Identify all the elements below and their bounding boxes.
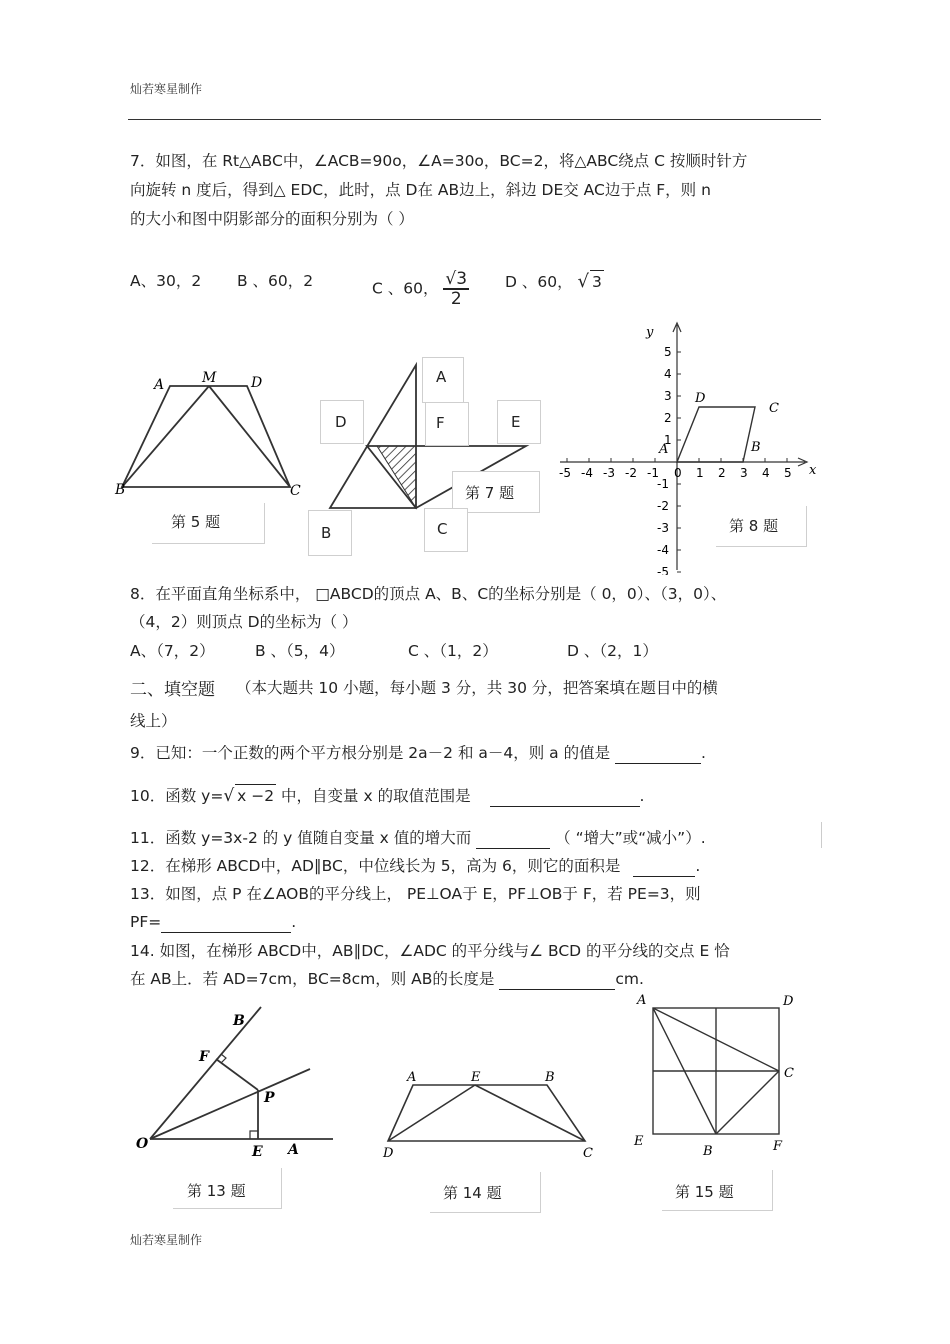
fig15-label-b: B (703, 1144, 713, 1159)
q14-line2 (130, 968, 644, 990)
q8-line2: （4，2）则顶点 D的坐标为（ ） (130, 613, 358, 631)
fig5-label-m: M (202, 370, 217, 386)
fig13-label-e: E (252, 1144, 263, 1160)
q7-option-d-label: D 、60， (505, 273, 573, 291)
q14-line1: 14. 如图，在梯形 ABCD中，AB∥DC，∠ADC 的平分线与∠ BCD 的平分线的交点 E 恰 (130, 942, 730, 960)
q13-end: . (291, 913, 297, 931)
fig8-x-tick-label: -2 (625, 466, 637, 480)
q9-text: 9．已知：一个正数的两个平方根分别是 2a－2 和 a－4，则 a 的值是 (130, 744, 611, 762)
fig14-caption: 第 14 题 (443, 1184, 502, 1202)
q10-answer-blank[interactable] (490, 806, 640, 807)
fig8-x-tick-label: 1 (696, 466, 704, 480)
fig14-label-d: D (383, 1146, 394, 1161)
fig7-label-e: E (511, 413, 521, 431)
fig15-label-e: E (634, 1134, 644, 1149)
fig15-caption: 第 15 题 (675, 1183, 734, 1201)
fig8-y-tick-label: 5 (664, 345, 672, 359)
q10-end: . (639, 787, 645, 805)
fig8-y-tick-label: 1 (664, 433, 672, 447)
q13-line1: 13．如图，点 P 在∠AOB的平分线上， PE⊥OA于 E，PF⊥OB于 F，若 PE=3，则 (130, 885, 701, 903)
q9-end: . (701, 744, 706, 762)
fig7-label-d: D (335, 413, 347, 431)
q14-text: 在 AB上．若 AD=7cm，BC=8cm，则 AB的长度是 (130, 970, 495, 988)
fig8-x-label: x (809, 463, 817, 478)
fig13-label-b: B (233, 1013, 245, 1029)
q11-answer-blank[interactable] (476, 848, 550, 849)
fig8-x-tick-label: -3 (603, 466, 615, 480)
page-footer: 灿若寒星制作 (130, 1233, 203, 1247)
figure-13-angle-bisector (128, 1002, 343, 1167)
q7-option-c-label: C 、60， (372, 279, 439, 298)
section-2-desc-line2: 线上） (130, 712, 177, 730)
fig8-x-tick-label: 2 (718, 466, 726, 480)
q13-line2 (130, 911, 296, 933)
fig8-y-tick-label: 4 (664, 367, 672, 381)
q10-pre: 10．函数 y= (130, 787, 224, 805)
fig5-label-a: A (154, 377, 165, 393)
fig13-label-f: F (199, 1049, 209, 1065)
fig8-point-c: C (769, 401, 779, 416)
fig14-label-e: E (471, 1070, 481, 1085)
fig8-point-d: D (695, 391, 706, 406)
fig8-point-a: A (659, 442, 669, 457)
fig8-caption: 第 8 题 (729, 517, 779, 535)
fig14-label-c: C (583, 1146, 593, 1161)
q9 (130, 742, 706, 764)
fig7-caption: 第 7 题 (465, 484, 515, 502)
fig8-x-tick-label: -4 (581, 466, 593, 480)
fig8-x-tick-label: 4 (762, 466, 770, 480)
q13-answer-blank[interactable] (161, 932, 291, 933)
q7-option-d: D 、60， √ 3 (505, 271, 602, 292)
q10-radical: x −2 (235, 784, 276, 807)
fig5-label-b: B (115, 482, 126, 498)
fig8-point-b: B (751, 440, 761, 455)
q7-option-d-root: 3 (590, 270, 604, 293)
q11-text: 11．函数 y=3x-2 的 y 值随自变量 x 值的增大而 (130, 829, 472, 847)
q11 (130, 827, 706, 849)
fig7-label-f-box (425, 402, 469, 446)
header-rule (128, 119, 821, 120)
figure-5-trapezoid (110, 365, 315, 500)
q8-option-b: B 、（5，4） (255, 642, 345, 660)
fig8-x-tick-label: 5 (784, 466, 792, 480)
fig15-label-d: D (783, 994, 794, 1009)
fig5-label-d: D (251, 375, 263, 391)
figure-14-trapezoid (375, 1068, 600, 1168)
q7-line2: 向旋转 n 度后，得到△ EDC，此时，点 D在 AB边上，斜边 DE交 AC边于点 F，则 n (130, 181, 711, 199)
q7-option-c (372, 270, 469, 308)
fig8-y-tick-label: -2 (657, 499, 669, 513)
q14-unit: cm. (615, 970, 644, 988)
q7-line3: 的大小和图中阴影部分的面积分别为（ ） (130, 210, 414, 228)
q12-text: 12．在梯形 ABCD中，AD∥BC，中位线长为 5，高为 6，则它的面积是 (130, 857, 621, 875)
fig7-label-f: F (436, 414, 445, 432)
q10: 10．函数 y=√ x −2 中，自变量 x 的取值范围是 . (130, 786, 645, 806)
q12-end: . (695, 857, 701, 875)
q7-option-c-fraction (443, 270, 469, 308)
fig15-label-c: C (784, 1066, 794, 1081)
q9-answer-blank[interactable] (615, 763, 701, 764)
q10-post: 中，自变量 x 的取值范围是 (281, 787, 471, 805)
fig8-parallelogram (677, 407, 755, 462)
fig8-x-tick-label: -5 (559, 466, 571, 480)
q12 (130, 855, 700, 877)
fig15-label-f: F (773, 1139, 783, 1154)
section-2-desc: （本大题共 10 小题，每小题 3 分，共 30 分，把答案填在题目中的横 (236, 679, 718, 697)
q13-pf-label: PF= (130, 913, 162, 931)
section-2-title: 二、填空题 (130, 680, 215, 700)
q7-option-c-denominator: 2 (450, 289, 462, 309)
fig13-label-p: P (264, 1090, 275, 1106)
q8-option-d: D 、（2，1） (567, 642, 658, 660)
fig7-label-a: A (436, 368, 447, 386)
fig8-x-tick-label: -1 (647, 466, 659, 480)
q8-option-a: A、（7，2） (130, 642, 215, 660)
fig8-y-label: y (646, 325, 654, 340)
q7-option-c-numerator: √3 (445, 269, 468, 289)
fig8-y-tick-label: -3 (657, 521, 669, 535)
fig7-label-c: C (437, 520, 448, 538)
fig5-label-c: C (290, 483, 301, 499)
q14-answer-blank[interactable] (499, 989, 615, 990)
fig13-caption: 第 13 题 (187, 1182, 246, 1200)
fig8-y-tick-label: -1 (657, 477, 669, 491)
fig15-label-a: A (637, 993, 647, 1008)
q12-answer-blank[interactable] (633, 876, 695, 877)
fig7-label-b: B (321, 524, 332, 542)
q7-option-b: B 、60，2 (237, 272, 314, 290)
fig13-label-a: A (288, 1142, 299, 1158)
fig8-y-tick-label: -4 (657, 543, 669, 557)
fig8-y-tick-label: 3 (664, 389, 672, 403)
q7-option-a: A、30，2 (130, 272, 202, 290)
fig14-label-a: A (407, 1070, 417, 1085)
fig13-label-o: O (136, 1136, 149, 1152)
fig14-label-b: B (545, 1070, 555, 1085)
fig8-x-tick-label: 3 (740, 466, 748, 480)
q7-line1: 7．如图，在 Rt△ABC中，∠ACB=90o，∠A=30o，BC=2，将△ABC绕点 C 按顺时针方 (130, 152, 748, 170)
figure-15-square (630, 988, 805, 1163)
fig8-x-tick-label: 0 (674, 466, 682, 480)
q11-post: （ “增大”或“减小”）. (555, 829, 706, 847)
fig8-y-tick-label: -5 (657, 565, 669, 575)
fig8-y-tick-label: 2 (664, 411, 672, 425)
page-header: 灿若寒星制作 (130, 82, 203, 96)
q8-line1: 8．在平面直角坐标系中， □ABCD的顶点 A、B、C的坐标分别是（ 0，0）、（3，0）、 (130, 585, 727, 603)
fig5-caption: 第 5 题 (171, 513, 221, 531)
q11-edge-divider (821, 822, 822, 848)
q8-option-c: C 、（1，2） (408, 642, 498, 660)
